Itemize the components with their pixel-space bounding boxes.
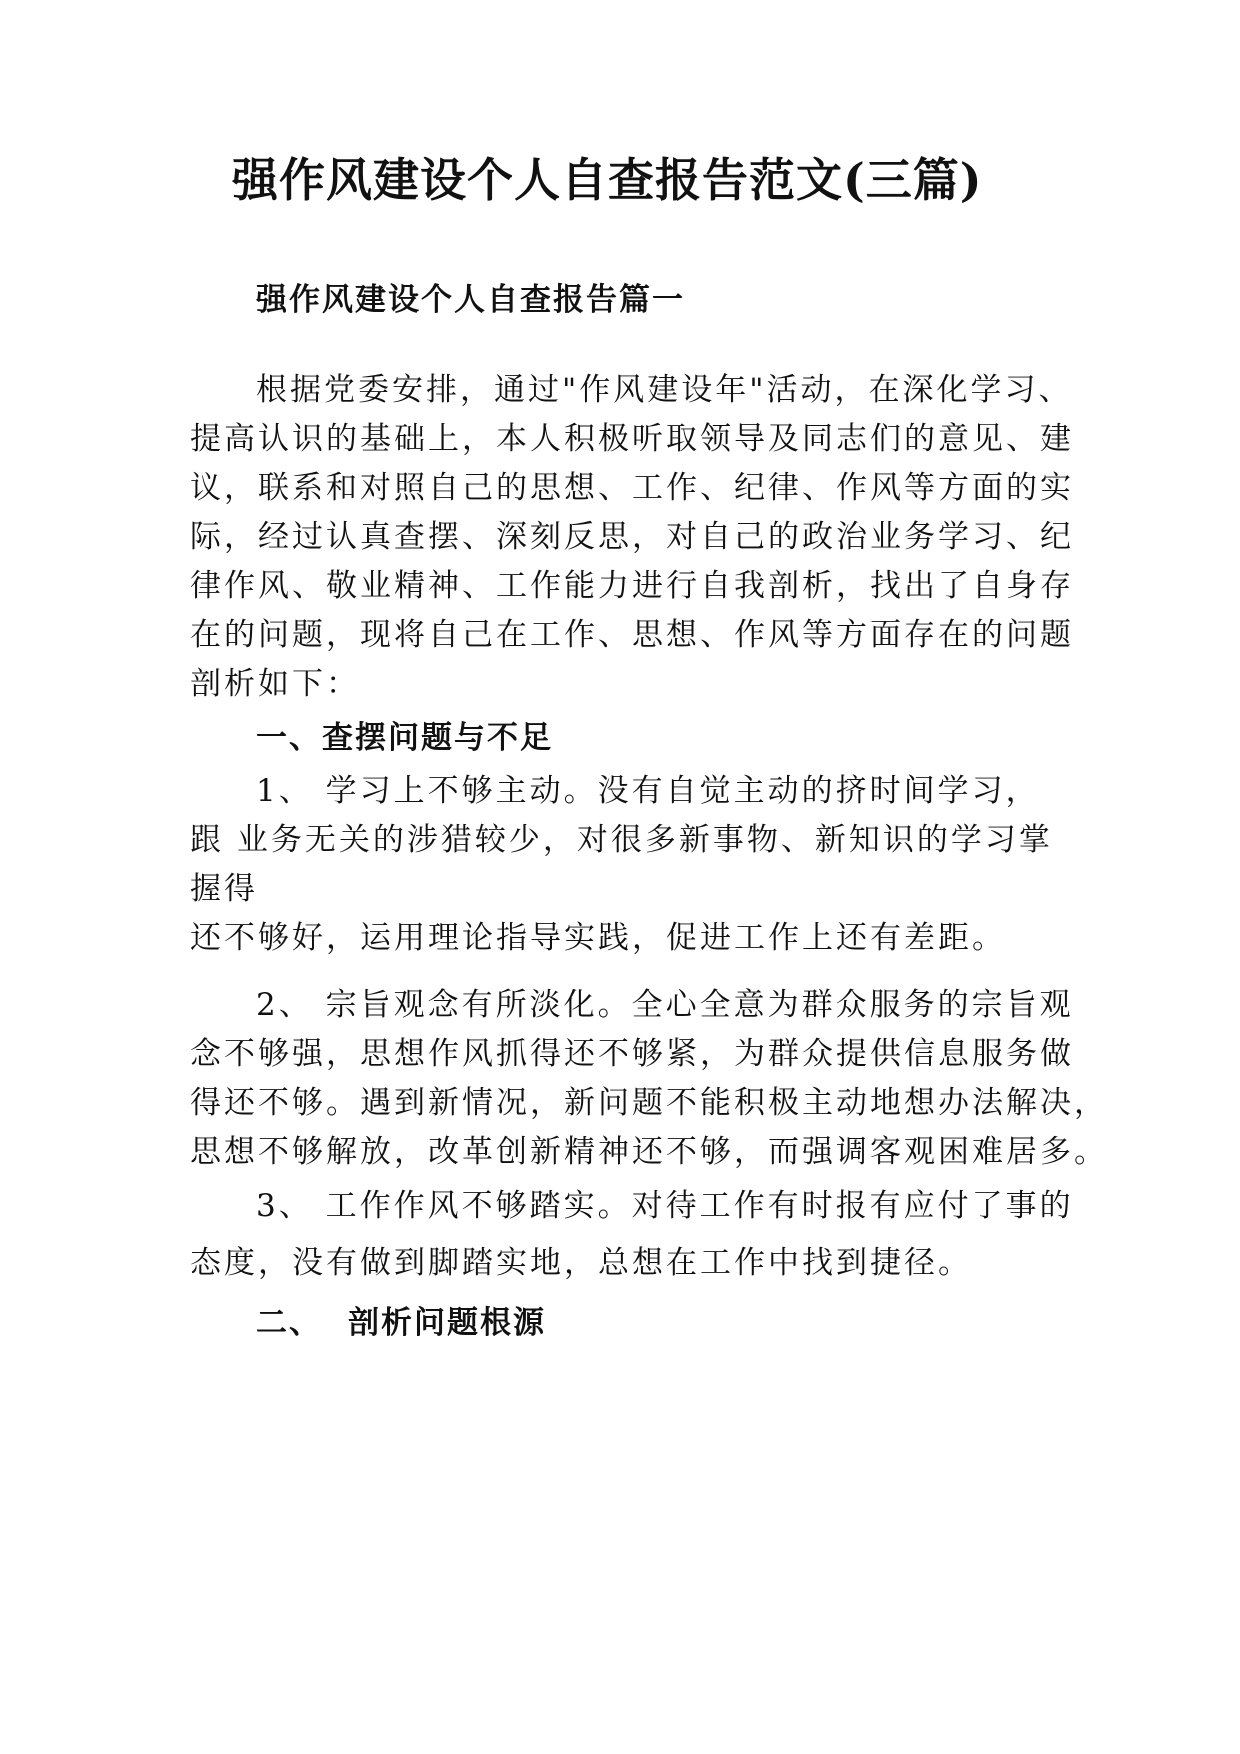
intro-line: 在的问题，现将自己在工作、思想、作风等方面存在的问题 [190,617,1074,653]
section-heading-2-number: 二、 [256,1305,322,1341]
item-2-line: 得还不够。遇到新情况，新问题不能积极主动地想办法解决， [190,1085,1108,1121]
item-2-line: 2、 宗旨观念有所淡化。全心全意为群众服务的宗旨观 [256,987,1074,1023]
intro-line: 际，经过认真查摆、深刻反思，对自己的政治业务学习、纪 [190,519,1074,555]
item-2-line: 思想不够解放，改革创新精神还不够，而强调客观困难居多。 [190,1134,1108,1170]
document-title: 强作风建设个人自查报告范文(三篇) [232,153,983,207]
intro-line: 剖析如下： [190,666,360,702]
section-heading-2-text: 剖析问题根源 [348,1305,546,1341]
item-3-line: 态度，没有做到脚踏实地，总想在工作中找到捷径。 [190,1245,972,1281]
section-heading-1: 一、查摆问题与不足 [256,720,553,756]
section-title: 强作风建设个人自查报告篇一 [256,282,685,318]
item-1-line: 跟 业务无关的涉猎较少，对很多新事物、新知识的学习掌 [190,822,1053,858]
section-heading-2 [256,1303,546,1343]
intro-line: 根据党委安排，通过"作风建设年"活动，在深化学习、 [256,372,1073,408]
item-1-line: 还不够好，运用理论指导实践，促进工作上还有差距。 [190,920,1006,956]
item-2-line: 念不够强，思想作风抓得还不够紧，为群众提供信息服务做 [190,1036,1074,1072]
intro-line: 议，联系和对照自己的思想、工作、纪律、作风等方面的实 [190,470,1074,506]
intro-line: 提高认识的基础上，本人积极听取领导及同志们的意见、建 [190,421,1074,457]
item-1-line: 握得 [190,871,258,907]
item-1-line: 1、 学习上不够主动。没有自觉主动的挤时间学习， [256,773,1040,809]
intro-line: 律作风、敬业精神、工作能力进行自我剖析，找出了自身存 [190,568,1074,604]
item-3-line: 3、 工作作风不够踏实。对待工作有时报有应付了事的 [256,1188,1074,1224]
